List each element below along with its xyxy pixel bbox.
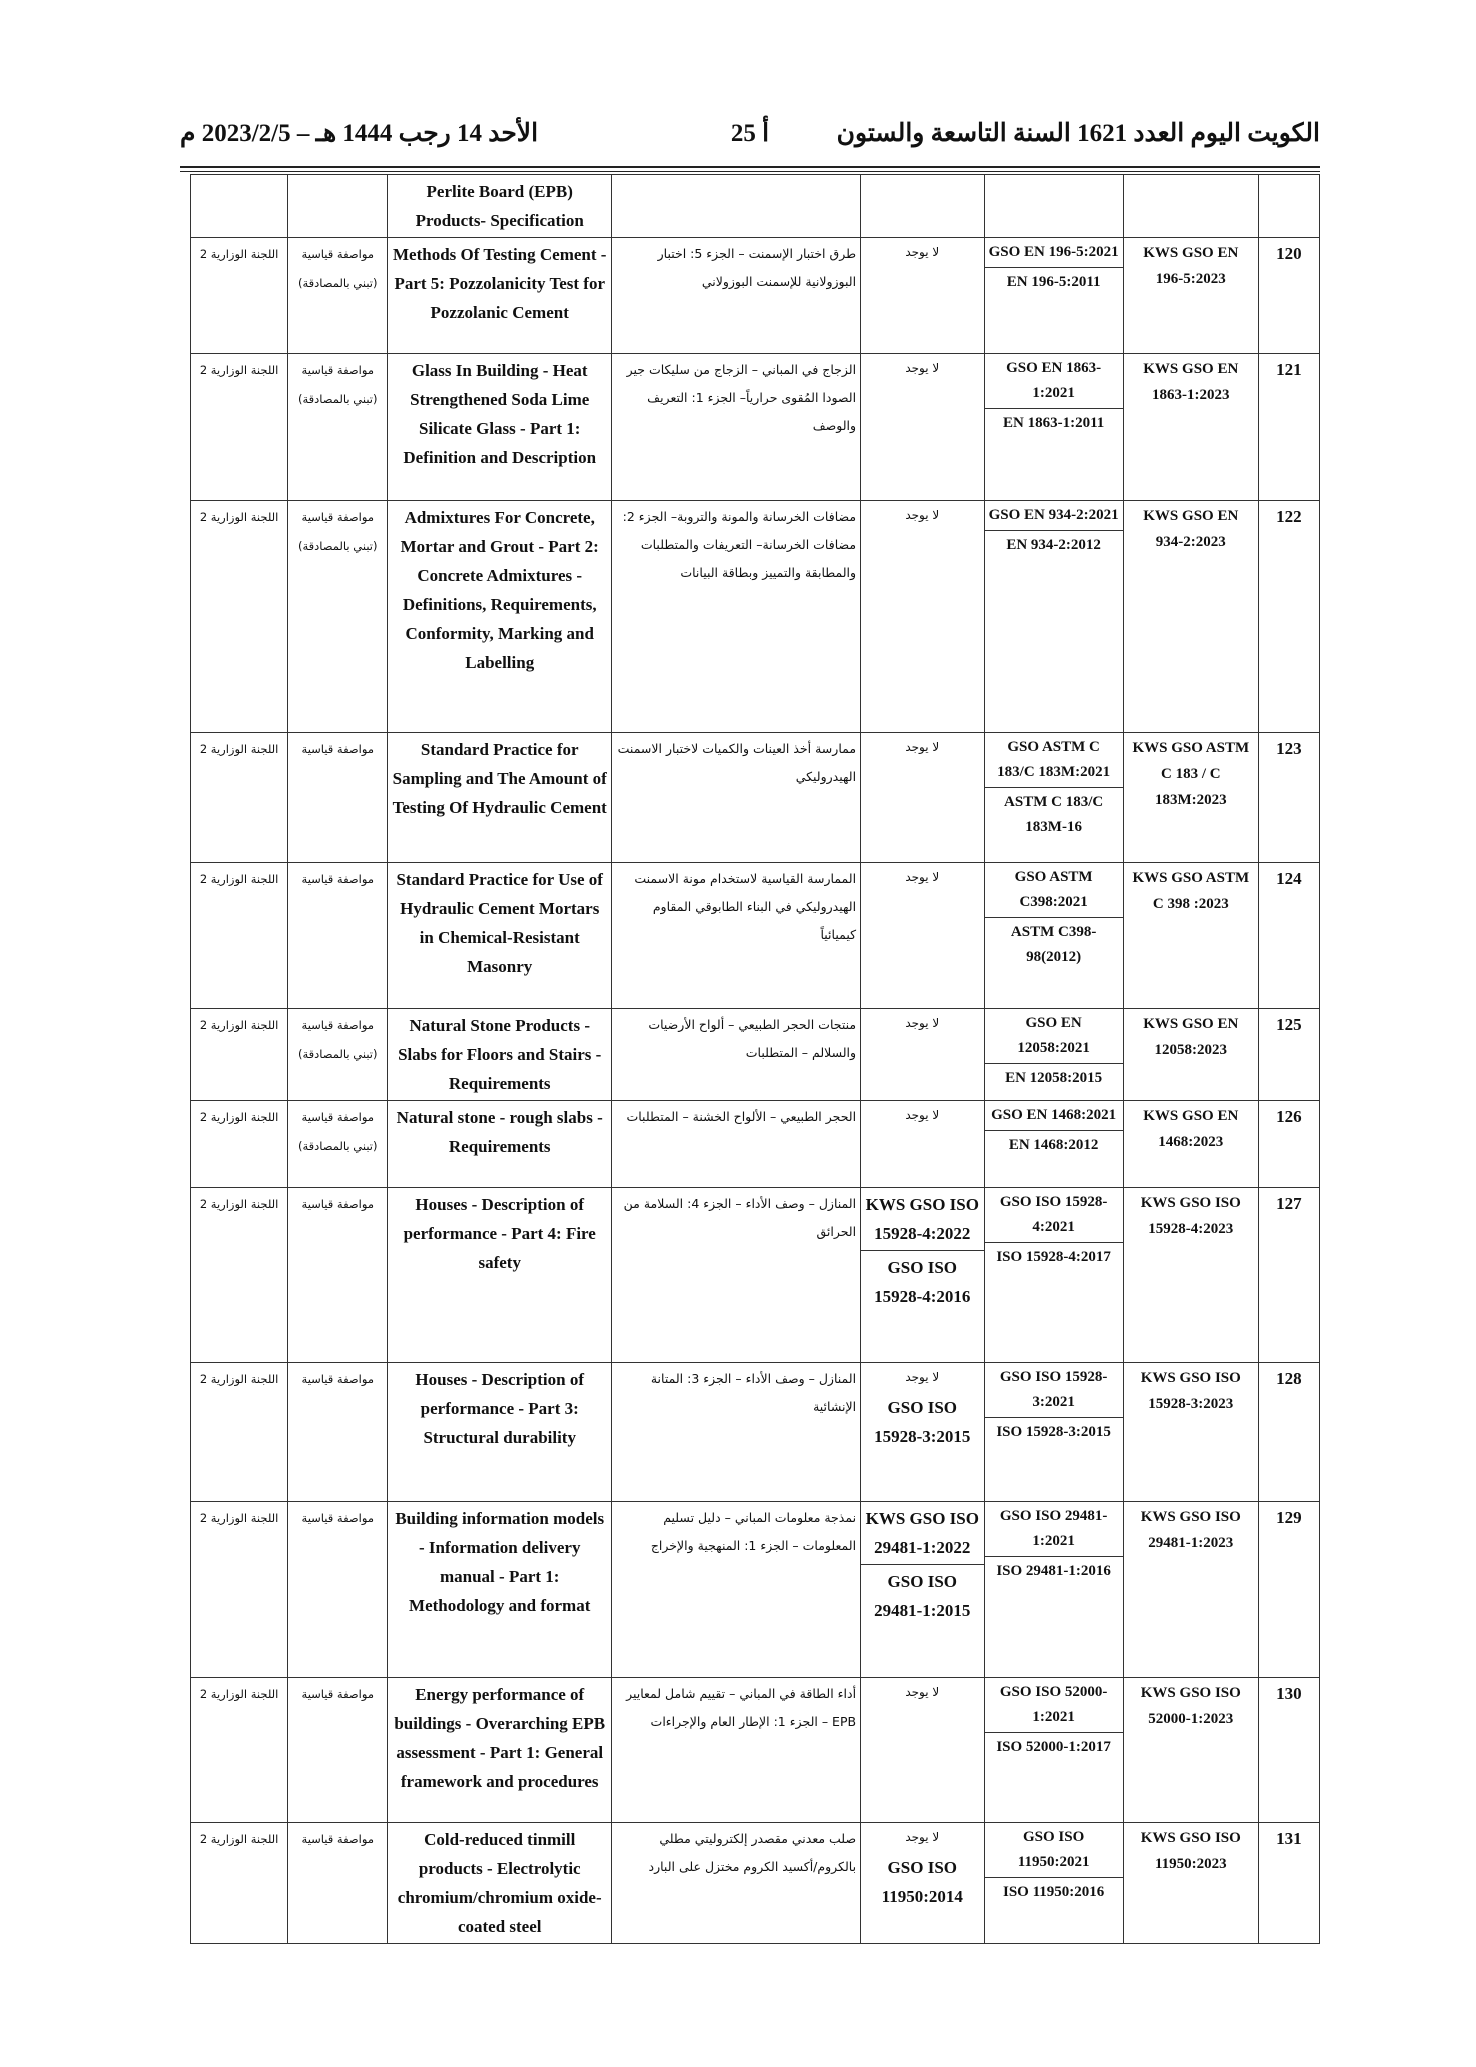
international-reference: EN 934-2:2012 xyxy=(985,530,1123,560)
row-number: 129 xyxy=(1258,1502,1319,1678)
table-row xyxy=(191,1502,1320,1678)
kuwaiti-ref: لا يوجد xyxy=(905,1685,940,1699)
table-row xyxy=(191,354,1320,501)
row-number: 128 xyxy=(1258,1363,1319,1502)
gso-reference: GSO ASTM C398:2021 xyxy=(1014,869,1093,910)
standards-table xyxy=(190,174,1320,1944)
kws-code: KWS GSO ISO 15928-4:2023 xyxy=(1123,1188,1258,1363)
english-title: Energy performance of buildings - Overarching EPB assessment - Part 1: General framework and procedures xyxy=(388,1678,612,1823)
row-number: 122 xyxy=(1258,501,1319,733)
english-title: Building information models - Information delivery manual - Part 1: Methodology and format xyxy=(388,1502,612,1678)
international-reference: EN 1468:2012 xyxy=(985,1130,1123,1160)
table-row xyxy=(191,1101,1320,1188)
row-number: 120 xyxy=(1258,238,1319,354)
english-title: Houses - Description of performance - Part 4: Fire safety xyxy=(388,1188,612,1363)
row-number: 123 xyxy=(1258,733,1319,863)
english-title: Admixtures For Concrete, Mortar and Grout - Part 2: Concrete Admixtures - Definitions, Requirements, Conformity, Marking and Labelling xyxy=(388,501,612,733)
english-title: Standard Practice for Use of Hydraulic Cement Mortars in Chemical-Resistant Masonry xyxy=(388,863,612,1009)
international-reference: EN 1863-1:2011 xyxy=(985,408,1123,438)
table-row xyxy=(191,863,1320,1009)
gso-reference: GSO EN 196-5:2021 xyxy=(988,244,1119,260)
kuwaiti-ref: لا يوجد xyxy=(905,245,940,259)
document-type: مواصفة قياسية (تبني بالمصادقة) xyxy=(288,354,388,501)
kws-code: KWS GSO ISO 11950:2023 xyxy=(1123,1823,1258,1944)
kuwaiti-ref-previous: GSO ISO 29481-1:2015 xyxy=(861,1564,983,1627)
english-title: Standard Practice for Sampling and The Amount of Testing Of Hydraulic Cement xyxy=(388,733,612,863)
kws-code: KWS GSO ASTM C 183 / C 183M:2023 xyxy=(1123,733,1258,863)
table-row xyxy=(191,1188,1320,1363)
committee: اللجنة الوزارية 2 xyxy=(191,863,288,1009)
table-row xyxy=(191,1823,1320,1944)
document-type: مواصفة قياسية xyxy=(288,1188,388,1363)
document-type: مواصفة قياسية xyxy=(288,1363,388,1502)
kws-code: KWS GSO EN 934-2:2023 xyxy=(1123,501,1258,733)
row-number: 126 xyxy=(1258,1101,1319,1188)
document-type: مواصفة قياسية (تبني بالمصادقة) xyxy=(288,501,388,733)
committee: اللجنة الوزارية 2 xyxy=(191,354,288,501)
arabic-title: طرق اختبار الإسمنت – الجزء 5: اختبار البوزولانية للإسمنت البوزولاني xyxy=(612,238,861,354)
english-title: Glass In Building - Heat Strengthened Soda Lime Silicate Glass - Part 1: Definition and Description xyxy=(388,354,612,501)
table-row xyxy=(191,1009,1320,1101)
kws-code: KWS GSO EN 1468:2023 xyxy=(1123,1101,1258,1188)
gso-reference: GSO EN 1468:2021 xyxy=(991,1107,1117,1123)
committee: اللجنة الوزارية 2 xyxy=(191,733,288,863)
kws-code: KWS GSO EN 1863-1:2023 xyxy=(1123,354,1258,501)
international-reference: ISO 29481-1:2016 xyxy=(985,1556,1123,1586)
international-reference: EN 196-5:2011 xyxy=(985,267,1123,297)
international-reference: EN 12058:2015 xyxy=(985,1063,1123,1093)
document-type: مواصفة قياسية xyxy=(288,1502,388,1678)
english-title: Cold-reduced tinmill products - Electrolytic chromium/chromium oxide-coated steel xyxy=(388,1823,612,1944)
arabic-title: مضافات الخرسانة والمونة والتروبة– الجزء 2: مضافات الخرسانة– التعريفات والمتطلبات والمطابقة والتمييز وبطاقة البيانات xyxy=(612,501,861,733)
arabic-title: المنازل – وصف الأداء – الجزء 3: المتانة الإنشائية xyxy=(612,1363,861,1502)
header-rule xyxy=(180,166,1320,168)
committee: اللجنة الوزارية 2 xyxy=(191,1188,288,1363)
document-type: مواصفة قياسية (تبني بالمصادقة) xyxy=(288,1009,388,1101)
document-type: مواصفة قياسية (تبني بالمصادقة) xyxy=(288,238,388,354)
arabic-title: المنازل – وصف الأداء – الجزء 4: السلامة من الحرائق xyxy=(612,1188,861,1363)
kuwaiti-ref: لا يوجد xyxy=(905,1016,940,1030)
row-number: 124 xyxy=(1258,863,1319,1009)
kws-code: KWS GSO EN 196-5:2023 xyxy=(1123,238,1258,354)
kuwaiti-ref-current: KWS GSO ISO 15928-4:2022 xyxy=(865,1195,979,1243)
kuwaiti-ref-previous: GSO ISO 11950:2014 xyxy=(881,1858,963,1906)
gso-reference: GSO ISO 15928-4:2021 xyxy=(999,1194,1108,1235)
kuwaiti-ref: لا يوجد xyxy=(905,508,940,522)
page-header xyxy=(180,118,1320,162)
document-type: مواصفة قياسية xyxy=(288,733,388,863)
kws-code: KWS GSO ASTM C 398 :2023 xyxy=(1123,863,1258,1009)
arabic-title: الممارسة القياسية لاستخدام مونة الاسمنت الهيدروليكي في البناء الطابوقي المقاوم كيميائياً xyxy=(612,863,861,1009)
committee: اللجنة الوزارية 2 xyxy=(191,501,288,733)
document-type: مواصفة قياسية xyxy=(288,863,388,1009)
kuwaiti-ref-previous: GSO ISO 15928-3:2015 xyxy=(874,1398,971,1446)
arabic-title: أداء الطاقة في المباني – تقييم شامل لمعايير EPB – الجزء 1: الإطار العام والإجراءات xyxy=(612,1678,861,1823)
arabic-title: ممارسة أخذ العينات والكميات لاختبار الاسمنت الهيدروليكي xyxy=(612,733,861,863)
international-reference: ISO 15928-3:2015 xyxy=(985,1417,1123,1447)
committee: اللجنة الوزارية 2 xyxy=(191,1009,288,1101)
committee: اللجنة الوزارية 2 xyxy=(191,1678,288,1823)
header-rule-thin xyxy=(180,171,1320,172)
international-reference: ISO 52000-1:2017 xyxy=(985,1732,1123,1762)
kuwaiti-ref-current: لا يوجد xyxy=(905,1830,940,1844)
row-number: 127 xyxy=(1258,1188,1319,1363)
committee: اللجنة الوزارية 2 xyxy=(191,1101,288,1188)
committee: اللجنة الوزارية 2 xyxy=(191,1363,288,1502)
gso-reference: GSO EN 1863-1:2021 xyxy=(1006,360,1102,401)
table-row-continued xyxy=(191,175,1320,238)
kuwaiti-ref: لا يوجد xyxy=(905,361,940,375)
row-number: 125 xyxy=(1258,1009,1319,1101)
kws-code: KWS GSO EN 12058:2023 xyxy=(1123,1009,1258,1101)
international-reference: ASTM C398-98(2012) xyxy=(985,917,1123,972)
international-reference: ASTM C 183/C 183M-16 xyxy=(985,787,1123,842)
kuwaiti-ref-current: لا يوجد xyxy=(905,1370,940,1384)
kuwaiti-ref: لا يوجد xyxy=(905,870,940,884)
arabic-title: منتجات الحجر الطبيعي – ألواح الأرضيات والسلالم – المتطلبات xyxy=(612,1009,861,1101)
page-number: أ 25 xyxy=(730,120,770,147)
committee: اللجنة الوزارية 2 xyxy=(191,1502,288,1678)
kws-code: KWS GSO ISO 52000-1:2023 xyxy=(1123,1678,1258,1823)
english-title: Perlite Board (EPB) Products- Specification xyxy=(388,175,612,238)
kuwaiti-ref: لا يوجد xyxy=(905,1108,940,1122)
row-number: 131 xyxy=(1258,1823,1319,1944)
english-title: Natural stone - rough slabs - Requirements xyxy=(388,1101,612,1188)
row-number: 130 xyxy=(1258,1678,1319,1823)
table-row xyxy=(191,733,1320,863)
table-row xyxy=(191,238,1320,354)
kuwaiti-ref-current: KWS GSO ISO 29481-1:2022 xyxy=(865,1509,979,1557)
gso-reference: GSO EN 934-2:2021 xyxy=(988,507,1119,523)
document-type: مواصفة قياسية xyxy=(288,1823,388,1944)
table-row xyxy=(191,501,1320,733)
document-type: مواصفة قياسية (تبني بالمصادقة) xyxy=(288,1101,388,1188)
table-row xyxy=(191,1678,1320,1823)
committee: اللجنة الوزارية 2 xyxy=(191,238,288,354)
kuwaiti-ref-previous: GSO ISO 15928-4:2016 xyxy=(861,1250,983,1313)
gso-reference: GSO ISO 15928-3:2021 xyxy=(999,1369,1108,1410)
gso-reference: GSO ASTM C 183/C 183M:2021 xyxy=(997,739,1111,780)
table-row xyxy=(191,1363,1320,1502)
english-title: Methods Of Testing Cement - Part 5: Pozzolanicity Test for Pozzolanic Cement xyxy=(388,238,612,354)
committee: اللجنة الوزارية 2 xyxy=(191,1823,288,1944)
kws-code: KWS GSO ISO 15928-3:2023 xyxy=(1123,1363,1258,1502)
english-title: Natural Stone Products - Slabs for Floors and Stairs - Requirements xyxy=(388,1009,612,1101)
gazette-issue: الكويت اليوم العدد 1621 السنة التاسعة والستون xyxy=(836,120,1320,147)
gso-reference: GSO ISO 29481-1:2021 xyxy=(999,1508,1108,1549)
arabic-title: نمذجة معلومات المباني – دليل تسليم المعلومات – الجزء 1: المنهجية والإخراج xyxy=(612,1502,861,1678)
issue-date: الأحد 14 رجب 1444 هـ – 2023/2/5 م xyxy=(180,120,539,147)
arabic-title: الحجر الطبيعي – الألواح الخشنة – المتطلبات xyxy=(612,1101,861,1188)
international-reference: ISO 11950:2016 xyxy=(985,1877,1123,1907)
row-number: 121 xyxy=(1258,354,1319,501)
document-type: مواصفة قياسية xyxy=(288,1678,388,1823)
kws-code: KWS GSO ISO 29481-1:2023 xyxy=(1123,1502,1258,1678)
international-reference: ISO 15928-4:2017 xyxy=(985,1242,1123,1272)
arabic-title: الزجاج في المباني – الزجاج من سليكات جير الصودا المُقوى حرارياً– الجزء 1: التعريف والوصف xyxy=(612,354,861,501)
gso-reference: GSO ISO 11950:2021 xyxy=(1017,1829,1090,1870)
arabic-title: صلب معدني مقصدر إلكتروليتي مطلي بالكروم/أكسيد الكروم مختزل على البارد xyxy=(612,1823,861,1944)
gso-reference: GSO EN 12058:2021 xyxy=(1017,1015,1090,1056)
kuwaiti-ref: لا يوجد xyxy=(905,740,940,754)
gso-reference: GSO ISO 52000-1:2021 xyxy=(999,1684,1108,1725)
english-title: Houses - Description of performance - Part 3: Structural durability xyxy=(388,1363,612,1502)
